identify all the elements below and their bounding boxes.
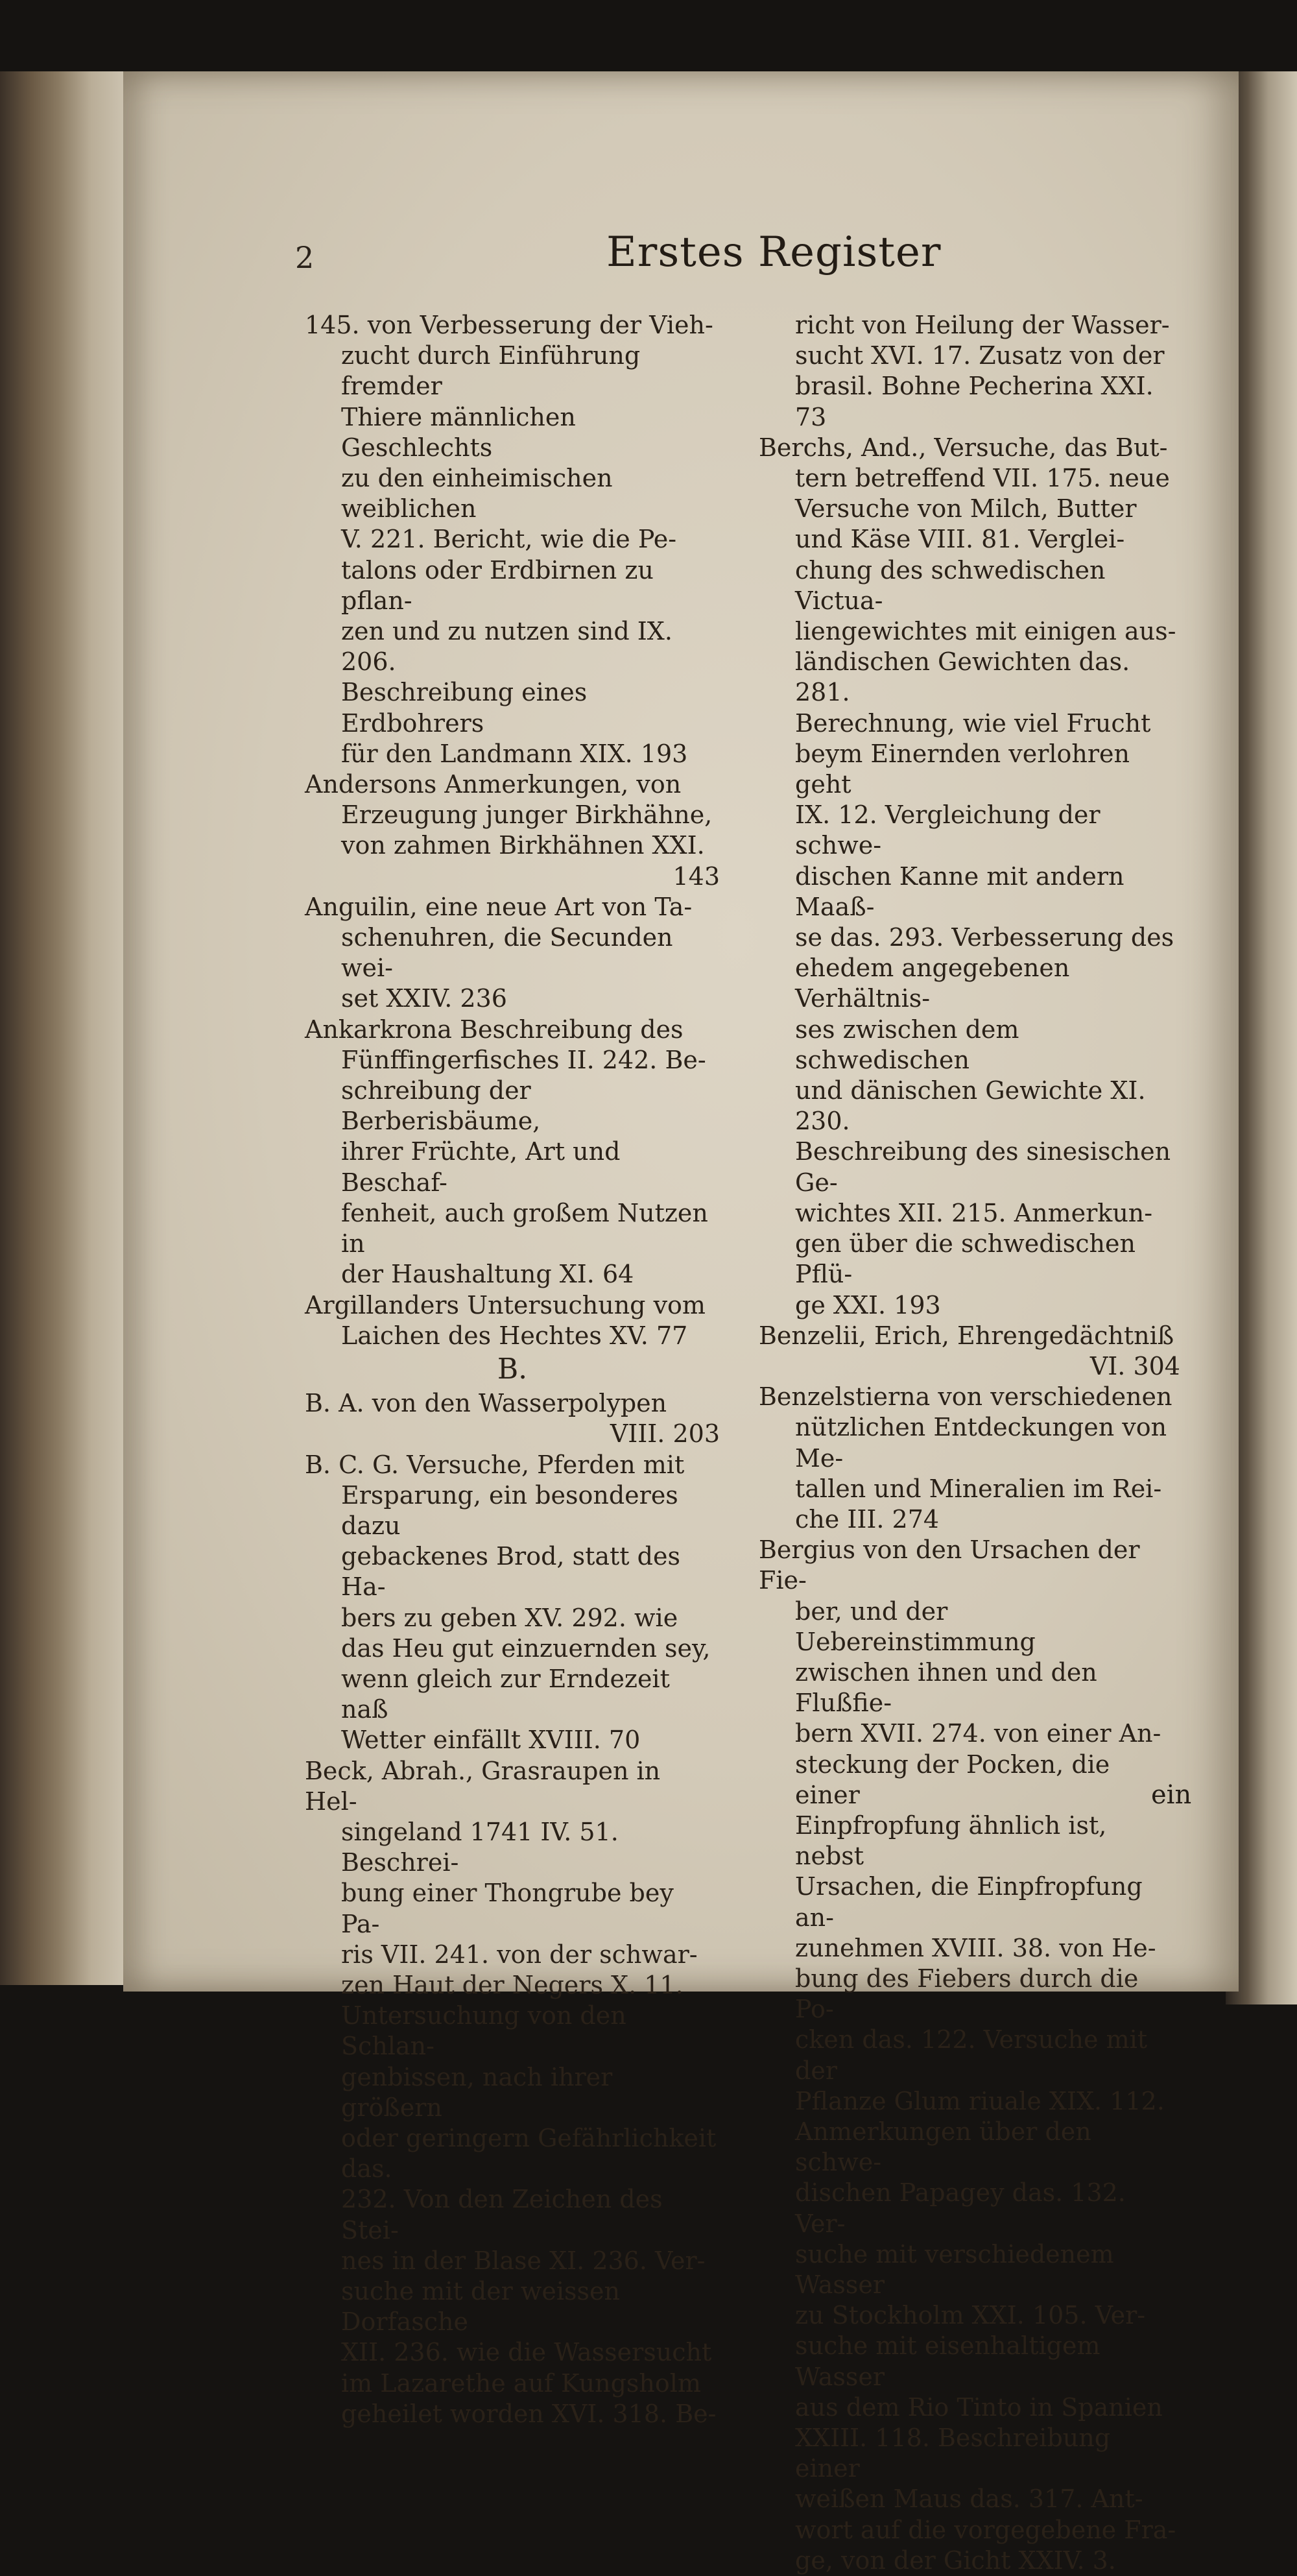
index-line: bung des Fiebers durch die Po- (795, 1964, 1139, 2024)
index-line: VI. 304 (1089, 1351, 1180, 1380)
index-line: zen und zu nutzen sind IX. 206. (341, 617, 672, 677)
index-line: set XXIV. 236 (341, 984, 507, 1013)
index-line: cken das. 122. Versuche mit der (795, 2025, 1148, 2085)
index-line: tern betreffend VII. 175. neue (795, 464, 1170, 493)
index-line: Anmerkungen über den schwe- (795, 2117, 1091, 2177)
book-edge-left (0, 71, 130, 1985)
index-line: für den Landmann XIX. 193 (341, 739, 688, 768)
index-line: schenuhren, die Secunden wei- (341, 923, 673, 983)
catchword: ein (1151, 1780, 1192, 1810)
index-line: aus dem Rio Tinto in Spanien (795, 2392, 1163, 2422)
index-line: wenn gleich zur Erndezeit naß (341, 1664, 670, 1724)
index-line: ehedem angegebenen Verhältnis- (795, 954, 1070, 1013)
index-line: ber, und der Uebereinstimmung (795, 1596, 1036, 1656)
index-line: ses zwischen dem schwedischen (795, 1015, 1019, 1074)
index-line: IX. 12. Vergleichung der schwe- (795, 800, 1101, 860)
index-line: Pflanze Glum riuale XIX. 112. (795, 2086, 1165, 2115)
right-column (759, 310, 1180, 2576)
index-line: wort auf die vorgegebene Fra- (795, 2515, 1176, 2544)
index-line: dischen Kanne mit andern Maaß- (795, 861, 1124, 921)
index-line: Fünffingerfisches II. 242. Be- (341, 1045, 706, 1074)
index-line: che III. 274 (795, 1504, 940, 1534)
index-line: singeland 1741 IV. 51. Beschrei- (341, 1817, 619, 1877)
index-entry-head: Bergius von den Ursachen der Fie- (759, 1535, 1140, 1595)
index-entry-head: Benzelstierna von verschiedenen (759, 1382, 1172, 1412)
section-letter: B. (497, 1352, 528, 1386)
index-line: zen Haut der Negers X. 11. (341, 1970, 684, 1999)
index-line: bern XVII. 274. von einer An- (795, 1719, 1161, 1748)
index-line: ihrer Früchte, Art und Beschaf- (341, 1137, 621, 1197)
index-line: chung des schwedischen Victua- (795, 555, 1106, 615)
index-entry-head: Ankarkrona Beschreibung des (305, 1015, 684, 1044)
index-line: nes in der Blase XI. 236. Ver- (341, 2246, 706, 2275)
index-line: Erzeugung junger Birkhähne, (341, 800, 713, 830)
index-line: steckung der Pocken, die einer (795, 1750, 1110, 1809)
index-line: tallen und Mineralien im Rei- (795, 1474, 1162, 1503)
index-line: Beschreibung eines Erdbohrers (341, 678, 588, 738)
index-line: nützlichen Entdeckungen von Me- (795, 1413, 1167, 1473)
index-line: V. 221. Bericht, wie die Pe- (341, 525, 677, 554)
index-line: schreibung der Berberisbäume, (341, 1076, 541, 1136)
running-head: Erstes Register (606, 228, 942, 276)
index-line: suche mit verschiedenem Wasser (795, 2239, 1114, 2299)
index-entry-head: Argillanders Untersuchung vom (305, 1290, 706, 1319)
index-entry-head: Beck, Abrah., Grasraupen in Hel- (305, 1756, 661, 1816)
index-line: im Lazarethe auf Kungsholm (341, 2368, 701, 2398)
index-line: gen über die schwedischen Pflü- (795, 1229, 1136, 1289)
index-line: sucht XVI. 17. Zusatz von der (795, 341, 1165, 370)
index-line: ge XXI. 193 (795, 1290, 941, 1319)
index-line: VIII. 203 (610, 1419, 720, 1449)
index-entry-head: B. A. von den Wasserpolypen (305, 1389, 667, 1418)
index-line: Einpfropfung ähnlich ist, nebst (795, 1811, 1107, 1871)
left-column (305, 310, 720, 2429)
index-line: zwischen ihnen und den Flußfie- (795, 1657, 1097, 1718)
index-line: beym Einernden verlohren geht (795, 739, 1130, 799)
index-line: brasil. Bohne Pecherina XXI. 73 (795, 372, 1154, 431)
index-line: Ursachen, die Einpfropfung an- (795, 1872, 1143, 1932)
index-line: ris VII. 241. von der schwar- (341, 1940, 698, 1969)
index-line: Thiere männlichen Geschlechts (341, 402, 576, 462)
index-line: zucht durch Einführung fremder (341, 341, 641, 401)
index-line: Versuche von Milch, Butter (795, 494, 1137, 524)
index-line: suche mit der weissen Dorfasche (341, 2277, 621, 2337)
index-line: XII. 236. wie die Wassersucht (341, 2338, 712, 2367)
index-line: 145. von Verbesserung der Vieh- (305, 311, 713, 339)
index-line: und Käse VIII. 81. Verglei- (795, 525, 1125, 554)
index-line: ge, von der Gicht XXIV. 3. (795, 2546, 1116, 2575)
index-line: se das. 293. Verbesserung des (795, 923, 1174, 952)
index-line: zu Stockholm XXI. 105. Ver- (795, 2301, 1146, 2330)
index-line: genbissen, nach ihrer größern (341, 2062, 613, 2122)
index-line: XXIII. 118. Beschreibung einer (795, 2424, 1111, 2483)
index-entry-head: Anguilin, eine neue Art von Ta- (305, 892, 693, 921)
index-line: fenheit, auch großem Nutzen in (341, 1198, 708, 1258)
index-line: Beschreibung des sinesischen Ge- (795, 1137, 1171, 1197)
index-line: und dänischen Gewichte XI. 230. (795, 1076, 1146, 1136)
index-line: suche mit eisenhaltigem Wasser (795, 2331, 1101, 2391)
index-line: der Haushaltung XI. 64 (341, 1260, 634, 1289)
index-line: Wetter einfällt XVIII. 70 (341, 1726, 641, 1755)
index-line: Untersuchung von den Schlan- (341, 2001, 626, 2061)
index-line: richt von Heilung der Wasser- (795, 311, 1170, 339)
index-entry-head: Benzelii, Erich, Ehrengedächtniß (759, 1321, 1174, 1350)
index-line: das Heu gut einzuernden sey, (341, 1633, 711, 1663)
page-number: 2 (295, 240, 315, 275)
index-entry-head: Berchs, And., Versuche, das But- (759, 433, 1168, 462)
index-line: zu den einheimischen weiblichen (341, 464, 613, 524)
index-line: talons oder Erdbirnen zu pflan- (341, 555, 654, 615)
index-entry-head: B. C. G. Versuche, Pferden mit (305, 1450, 685, 1479)
index-line: geheilet worden XVI. 318. Be- (341, 2399, 717, 2428)
index-entry-head: Andersons Anmerkungen, von (305, 770, 682, 799)
index-line: weißen Maus das. 317. Ant- (795, 2485, 1143, 2514)
index-line: wichtes XII. 215. Anmerkun- (795, 1198, 1153, 1227)
index-line: von zahmen Birkhähnen XXI. (341, 831, 705, 860)
index-line: bers zu geben XV. 292. wie (341, 1603, 678, 1632)
index-line: zunehmen XVIII. 38. von He- (795, 1933, 1156, 1962)
index-line: Laichen des Hechtes XV. 77 (341, 1321, 688, 1350)
index-line: Ersparung, ein besonderes dazu (341, 1480, 678, 1540)
index-line: ländischen Gewichten das. 281. (795, 647, 1130, 707)
index-line: liengewichtes mit einigen aus- (795, 617, 1176, 646)
index-line: oder geringern Gefährlichkeit das. (341, 2123, 717, 2184)
index-line: bung einer Thongrube bey Pa- (341, 1879, 674, 1938)
index-line: 143 (672, 861, 720, 891)
index-line: dischen Papagey das. 132. Ver- (795, 2178, 1126, 2238)
index-line: Berechnung, wie viel Frucht (795, 708, 1151, 738)
index-line: gebackenes Brod, statt des Ha- (341, 1542, 680, 1602)
index-line: 232. Von den Zeichen des Stei- (341, 2185, 663, 2245)
